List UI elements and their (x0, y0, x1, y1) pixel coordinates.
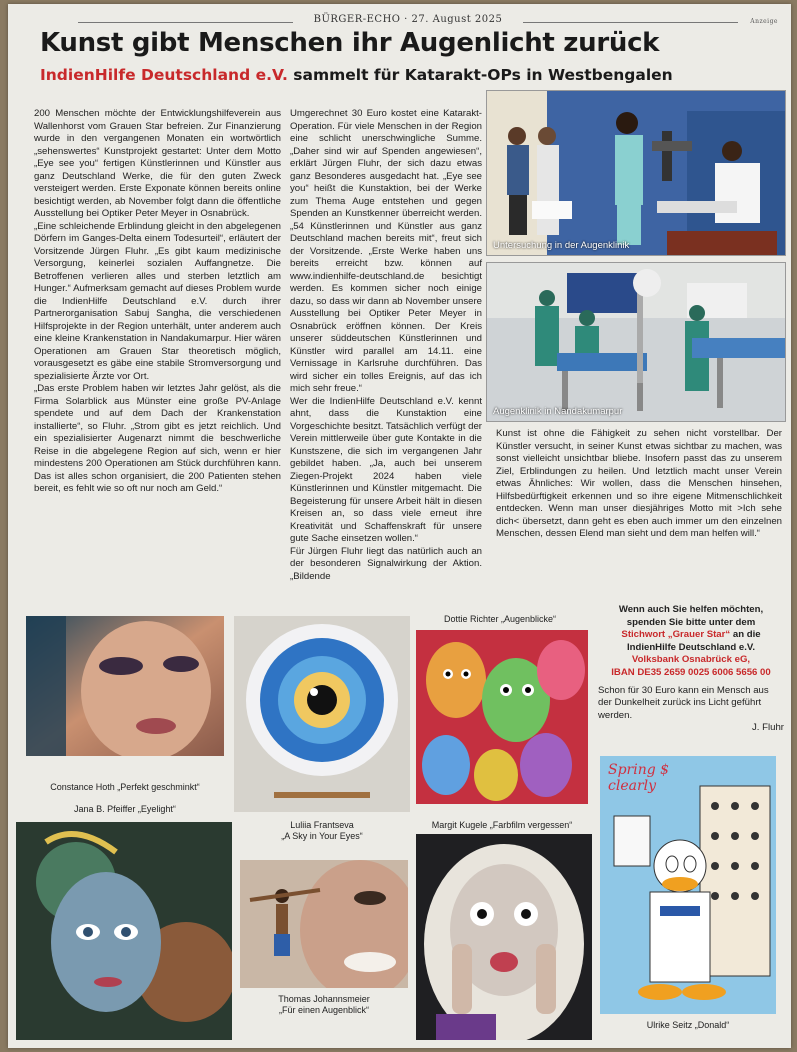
ad-label: Anzeige (750, 18, 778, 25)
eye-exam-illustration (487, 91, 786, 256)
artwork-fuer-einen-augenblick (240, 860, 408, 988)
subhead (40, 66, 780, 84)
subhead-org: IndienHilfe Deutschland e.V. (40, 66, 288, 84)
donate-keyword: Stichwort „Grauer Star“ (621, 629, 731, 641)
article-column-3 (496, 428, 782, 600)
masthead-rule-right (523, 22, 738, 23)
donate-body: Schon für 30 Euro kann ein Mensch aus der Dunkelheit zurück ins Licht geführt werden. (598, 684, 769, 721)
article-column-1 (34, 108, 281, 602)
artwork-augenblicke (416, 630, 588, 804)
masthead-rule-left (78, 22, 293, 23)
paragraph: Umgerechnet 30 Euro kostet eine Katarakt-Operation. Für viele Menschen in der Region eine schlicht unerschwingliche Summe. „Daher sind wir auf Spenden angewiesen“, erklärt Jürgen Fluhr, der sich dazu etwas ganz Besonderes ausgedacht hat. „Eye see you“ heißt die Kunstaktion, bei der Werke zum Thema Auge entstehen und gegen Spenden an Kunstkenner überreicht werden. „54 Künstlerinnen und Künstler aus ganz Deutschland machen bereits mit“, freut sich der Vorsitzende. „Erste Werke haben uns bereits erreicht bzw. können auf www.indienhilfe-deutschland.de besichtigt werden. Es kommen sicher noch einige dazu, so dass wir dann ab November unsere Ausstellung bei Optiker Peter Meyer in Osnabrück eröffnen können. Der Kreis unserer süddeutschen Künstlerinnen und Künstler wird parallel am 14.11. eine Vernissage in Karlsruhe durchführen. Das wird sicher ein tolles Ereignis, auf das ich mich sehr freue.“ (290, 108, 482, 394)
artwork-eyelight (16, 822, 232, 1040)
donate-line: spenden Sie bitte unter dem (626, 616, 756, 628)
donate-signature: J. Fluhr (752, 722, 784, 734)
artwork-a-sky-in-your-eyes (234, 616, 410, 812)
artwork-caption (234, 820, 410, 842)
masthead-name: BÜRGER-ECHO · 27. August 2025 (313, 14, 503, 25)
article-column-2 (290, 108, 482, 602)
paragraph: Kunst ist ohne die Fähigkeit zu sehen nicht vorstellbar. Der Künstler versucht, in seiner Kunst etwas sichtbar zu machen, was sonst vielleicht unsichtbar bliebe. Insofern passt das zu unserem Ziel, Erblindungen zu heilen. Und letztlich macht unser Verein etwas Ähnliches: Wir wollen, dass die Menschen hinsehen, Hilfsbedürftigkeit erkennen und so ihre eigene Mitmenschlichkeit entdecken. Wenn man unser diesjähriges Motto mit >Ich sehe dich< übersetzt, dann geht es eben auch immer um den einzelnen Menschen, dessen Elend man sieht und dem man helfen will.“ (496, 428, 782, 539)
headline: Kunst gibt Menschen ihr Augenlicht zurück (40, 28, 660, 58)
donate-line: an die (730, 629, 761, 641)
donate-line: Wenn auch Sie helfen möchten, (618, 604, 764, 615)
donation-box (598, 604, 784, 735)
artist-name: Thomas Johannsmeier (278, 994, 370, 1004)
artwork-caption: Constance Hoth „Perfekt geschminkt“ (50, 782, 200, 792)
artwork-title: „A Sky in Your Eyes“ (281, 831, 363, 841)
paragraph: Wer die IndienHilfe Deutschland e.V. kennt ahnt, dass die Kunstaktion eine Vorgeschichte besitzt. Tatsächlich verfügt der Verein mittlerweile über gute Kontakte in die Kunstszene, die sich im vergangenen Jahr gebildet haben. „Ja, auch bei unserem Ziegen-Projekt 2024 haben viele Künstlerinnen und Künstler mitgemacht. Die Begeisterung für unsere Arbeit hält in diesen Kreisen an, so dass viele erneut ihre Kreativität und Schaffenskraft für unsere gute Sache einsetzen wollen.“ (290, 395, 482, 544)
artwork-perfekt-geschminkt (26, 616, 224, 756)
paragraph: „Eine schleichende Erblindung gleicht in den abgelegenen Dörfern im Ganges-Delta einem Todesurteil“, erläutert der Vorsitzende Jürgen Fluhr. „Es gibt kaum medizinische Versorgung, keinerlei sozialen Auffangnetze. Die Betroffenen verlieren alles und sterben letztlich am Hunger.“ Aufmerksam gemacht auf dieses Problem wurde die IndienHilfe Deutschland e.V. durch ihrer Partnerorganisation Sabuj Sangha, die verschiedenen Hilfsprojekte in der Region unterhält, unter anderem auch eine kleine Krankenstation in Nandakumarpur. Hier wären Operationen am Grauen Star theoretisch möglich, vorausgesetzt es gäbe eine stabile Stromversorgung und spezialisierte Ärzte vor Ort. (34, 220, 281, 382)
artwork-farbfilm-vergessen (416, 834, 592, 1040)
artwork-caption: Dottie Richter „Augenblicke“ (443, 614, 557, 624)
artwork-image (600, 756, 776, 1014)
photo-eye-exam (486, 90, 786, 256)
photo-caption: Augenklinik in Nandakumarpur (493, 406, 623, 417)
donate-org: IndienHilfe Deutschland e.V. (626, 641, 756, 653)
artwork-image (416, 834, 592, 1040)
artwork-image (416, 630, 588, 804)
donate-line (598, 629, 784, 642)
artwork-image (16, 822, 232, 1040)
artwork-donald (600, 756, 776, 1014)
donate-bank: Volksbank Osnabrück eG, (631, 654, 751, 666)
artwork-caption: Jana B. Pfeiffer „Eyelight“ (74, 804, 176, 814)
artwork-caption (240, 994, 408, 1016)
clinic-illustration (487, 263, 786, 422)
photo-caption: Untersuchung in der Augenklinik (493, 240, 630, 251)
artwork-image (240, 860, 408, 988)
donate-iban: IBAN DE35 2659 0025 6006 5656 00 (611, 666, 771, 678)
artist-name: Luliia Frantseva (290, 820, 354, 830)
artwork-lettering: Spring $ clearly (608, 762, 670, 794)
paragraph: 200 Menschen möchte der Entwicklungshilfeverein aus Wallenhorst vom Grauen Star befreien. Zur Finanzierung wurde in den vergangenen Monaten ein wortwörtlich „sehenswertes“ Kunstprojekt gestartet: Unter dem Motto „Eye see you“ fertigen Künstlerinnen und Künstler aus ganz Deutschland Werke, die für den guten Zweck versteigert werden. Erste Exponate können bereits online besichtigt werden, ab November folgt dann die öffentliche Ausstellung bei Optiker Peter Meyer in Osnabrück. (34, 108, 281, 219)
artwork-caption: Ulrike Seitz „Donald“ (646, 1020, 730, 1030)
newspaper-page (8, 4, 791, 1048)
paragraph: Für Jürgen Fluhr liegt das natürlich auch an der besonderen Signalwirkung der Aktion. „Bildende (290, 545, 482, 582)
paragraph: „Das erste Problem haben wir letztes Jahr gelöst, als die Firma Solarblick aus Münster eine große PV-Anlage spendete und auf dem Dach der Krankenstation installierte“, so Fluhr. „Strom gibt es jetzt reichlich. Und ein spezialisierter Augenarzt nimmt die beschwerliche Reise in die abgelegene Region auf sich, wenn er hier mindestens 200 Operationen am Stück durchführen kann. Das ist alles schon organisiert, die 200 Patienten stehen bereit, es fehlt wie so oft nur noch am Geld.“ (34, 383, 281, 494)
photo-clinic (486, 262, 786, 422)
subhead-rest: sammelt für Katarakt-OPs in Westbengalen (293, 66, 673, 84)
artwork-image (234, 616, 410, 812)
artwork-title: „Für einen Augenblick“ (278, 1005, 370, 1015)
artwork-caption: Margit Kugele „Farbfilm vergessen“ (431, 820, 573, 830)
artwork-image (26, 616, 224, 756)
